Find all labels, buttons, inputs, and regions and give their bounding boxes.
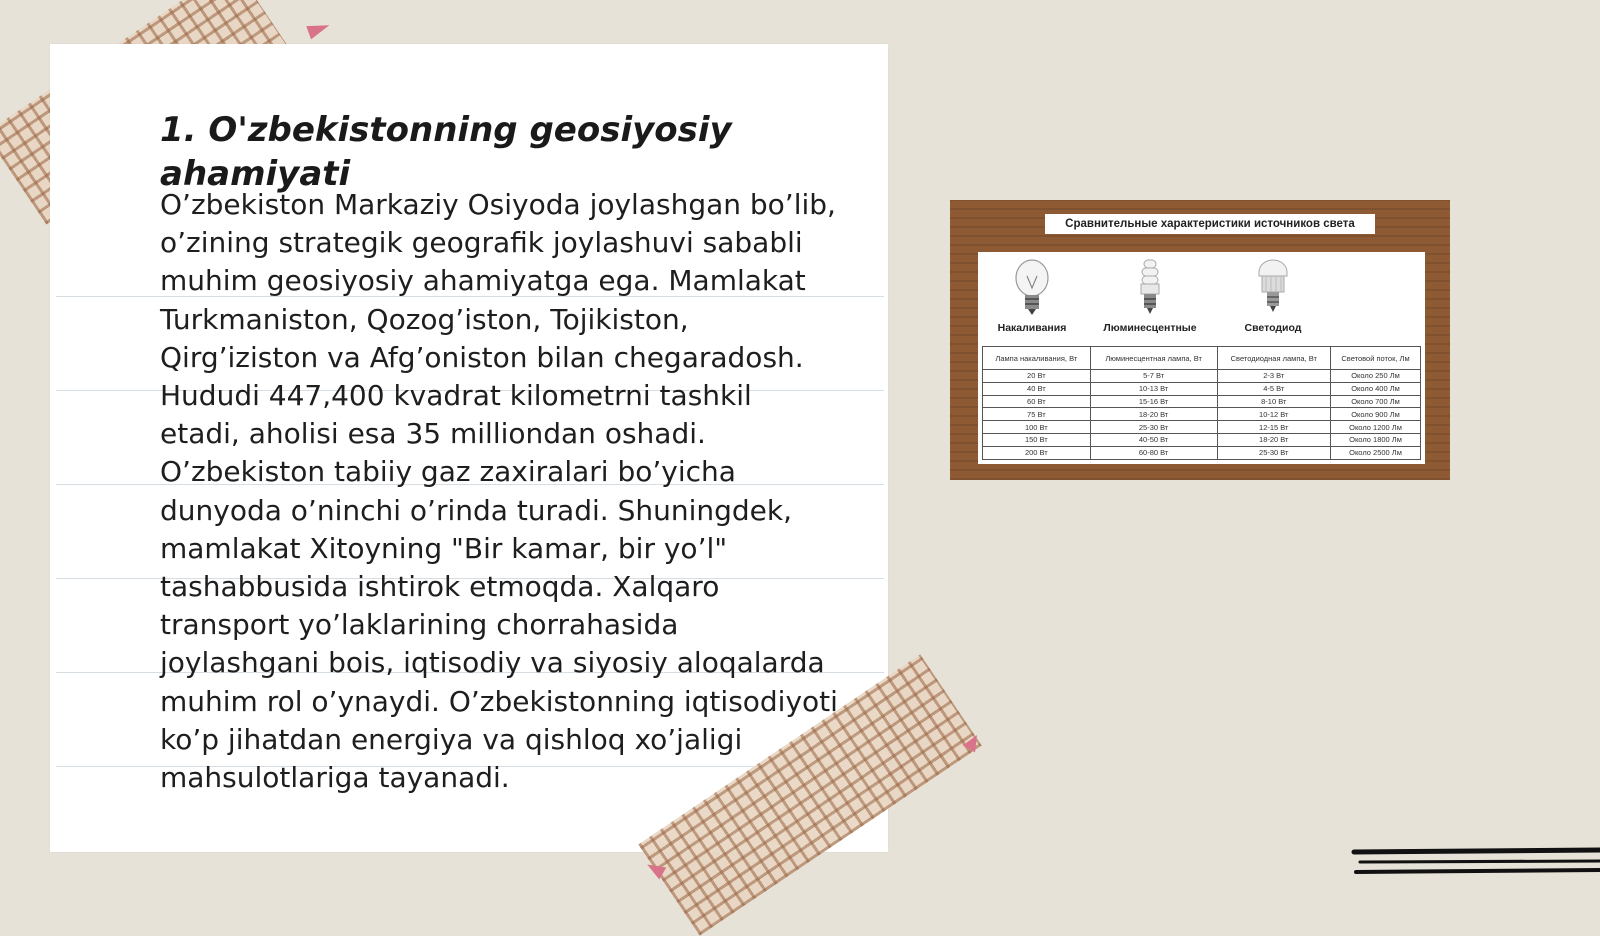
table-cell: 25-30 Вт [1217,446,1330,459]
brush-stroke-decoration [1350,846,1600,886]
table-cell: 18-20 Вт [1217,433,1330,446]
table-cell: 60-80 Вт [1090,446,1217,459]
led-bulb-icon [1253,258,1293,318]
table-cell: 5-7 Вт [1090,370,1217,383]
bulb-label: Накаливания [997,322,1067,334]
table-header-cell: Лампа накаливания, Вт [983,347,1091,370]
table-header-cell: Светодиодная лампа, Вт [1217,347,1330,370]
table-cell: 60 Вт [983,395,1091,408]
bulb-fluorescent [1100,258,1200,342]
table-cell: 15-16 Вт [1090,395,1217,408]
table-cell: 40 Вт [983,382,1091,395]
table-cell: Около 2500 Лм [1331,446,1421,459]
table-row [983,408,1421,421]
table-cell: Около 900 Лм [1331,408,1421,421]
table-cell: Около 700 Лм [1331,395,1421,408]
table-row [983,370,1421,383]
table-cell: 100 Вт [983,421,1091,434]
table-cell: 12-15 Вт [1217,421,1330,434]
table-row [983,421,1421,434]
table-cell: 2-3 Вт [1217,370,1330,383]
table-cell: Около 1800 Лм [1331,433,1421,446]
table-header-cell: Люминесцентная лампа, Вт [1090,347,1217,370]
slide-title: 1. O'zbekistonning geosiyosiy ahamiyati [160,110,732,194]
bulb-label: Светодиод [1244,322,1302,334]
table-row [983,433,1421,446]
table-row [983,395,1421,408]
table-cell: 75 Вт [983,408,1091,421]
table-cell: 20 Вт [983,370,1091,383]
table-cell: 10-12 Вт [1217,408,1330,421]
table-cell: 4-5 Вт [1217,382,1330,395]
table-cell: Около 1200 Лм [1331,421,1421,434]
bulb-incandescent [982,258,1082,342]
incandescent-bulb-icon [1012,258,1052,318]
light-sources-infographic [950,200,1450,480]
table-cell: Около 250 Лм [1331,370,1421,383]
tape-tip-decoration [306,19,331,40]
table-cell: 40-50 Вт [1090,433,1217,446]
table-row [983,382,1421,395]
table-cell: 25-30 Вт [1090,421,1217,434]
table-cell: 10-13 Вт [1090,382,1217,395]
fluorescent-bulb-icon [1130,258,1170,318]
table-row [983,446,1421,459]
table-cell: 18-20 Вт [1090,408,1217,421]
infographic-title: Сравнительные характеристики источников света [1045,214,1375,234]
infographic-panel [978,252,1425,464]
table-header-cell: Световой поток, Лм [1331,347,1421,370]
table-cell: 8-10 Вт [1217,395,1330,408]
table-header-row [983,347,1421,370]
lamp-comparison-table [982,346,1421,460]
slide-body-text: O’zbekiston Markaziy Osiyoda joylashgan bo’lib, o’zining strategik geografik joylashuvi sababli muhim geosiyosiy ahamiyatga ega. Mamlakat Turkmaniston, Qozog’iston, Tojikiston, Qirg’iziston va Afg’oniston bilan chegaradosh. Hududi 447,400 kvadrat kilometrni tashkil etadi, aholisi esa 35 milliondan oshadi. O’zbekiston tabiiy gaz zaxiralari bo’yicha dunyoda o’ninchi o’rinda turadi. Shuningdek, mamlakat Xitoyning "Bir kamar, bir yo’l" tashabbusida ishtirok etmoqda. Xalqaro transport yo’laklarining chorrahasida joylashgani bois, iqtisodiy va siyosiy aloqalarda muhim rol o’ynaydi. O’zbekistonning iqtisodiyoti ko’p jihatdan energiya va qishloq xo’jaligi mahsulotlariga tayanadi. [160,188,838,795]
bulb-label: Люминесцентные [1103,322,1197,334]
table-cell: 150 Вт [983,433,1091,446]
table-cell: Около 400 Лм [1331,382,1421,395]
bulb-led [1223,258,1323,342]
table-cell: 200 Вт [983,446,1091,459]
